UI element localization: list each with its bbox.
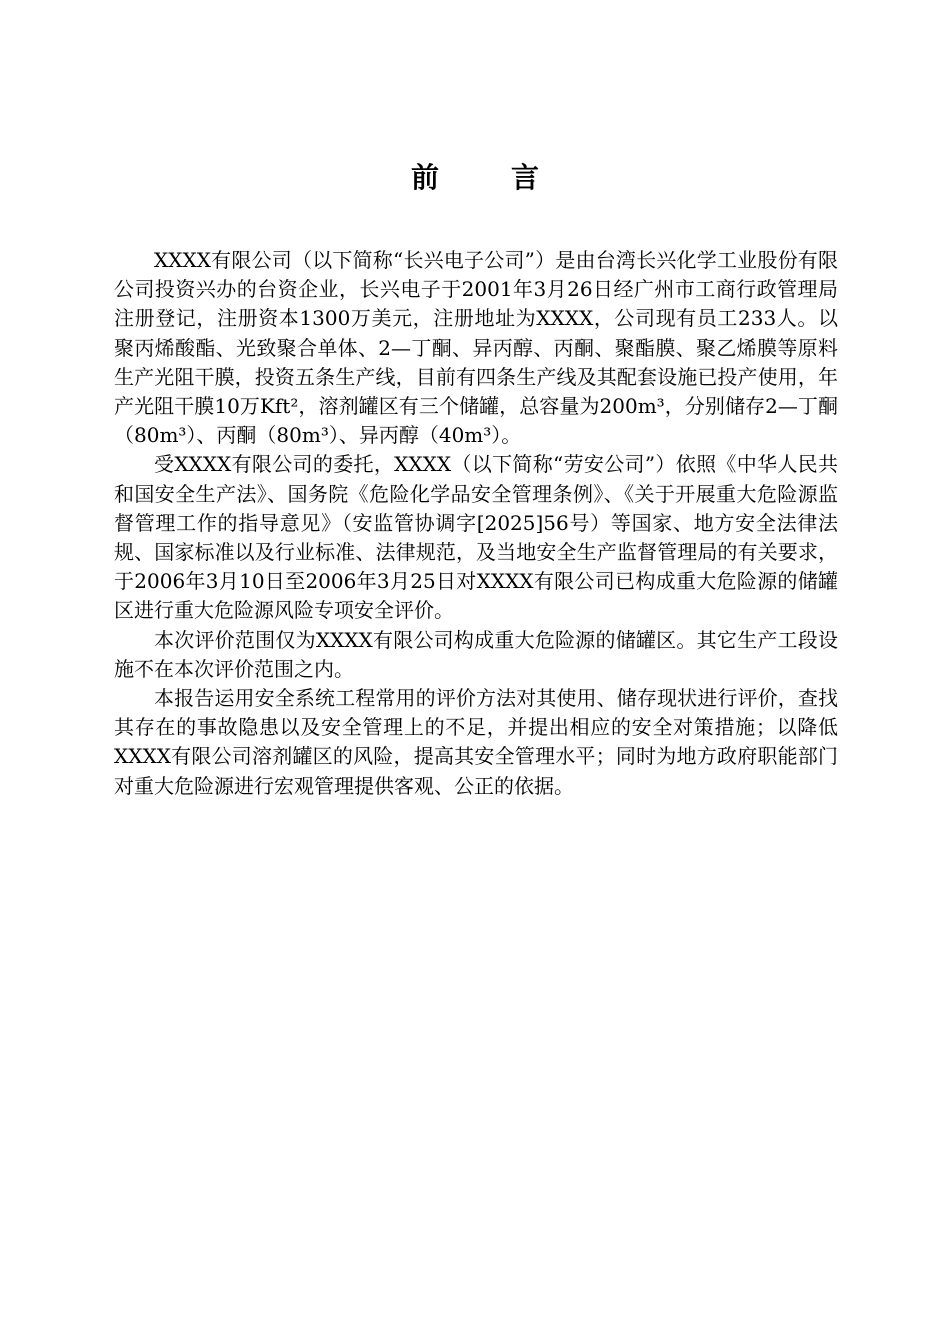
page-title: 前 言 xyxy=(410,161,561,194)
paragraph-scope: 本次评价范围仅为XXXX有限公司构成重大危险源的储罐区。其它生产工段设施不在本次评价范围之内。 xyxy=(114,627,838,681)
paragraph-methods: 本报告运用安全系统工程常用的评价方法对其使用、储存现状进行评价，查找其存在的事故隐患以及安全管理上的不足，并提出相应的安全对策措施；以降低XXXX有限公司溶剂罐区的风险，提高其安全管理水平；同时为地方政府职能部门对重大危险源进行宏观管理提供客观、公正的依据。 xyxy=(114,686,838,798)
paragraph-company-intro: XXXX有限公司（以下简称“长兴电子公司”）是由台湾长兴化学工业股份有限公司投资兴办的台资企业，长兴电子于2001年3月26日经广州市工商行政管理局注册登记，注册资本1300万美元，注册地址为XXXX，公司现有员工233人。以聚丙烯酸酯、光致聚合单体、2—丁酮、异丙醇、丙酮、聚酯膜、聚乙烯膜等原料生产光阻干膜，投资五条生产线，目前有四条生产线及其配套设施已投产使用，年产光阻干膜10万Kft²，溶剂罐区有三个储罐，总容量为200m³，分别储存2—丁酮（80m³）、丙酮（80m³）、异丙醇（40m³）。 xyxy=(114,248,838,448)
paragraph-commission: 受XXXX有限公司的委托，XXXX（以下简称“劳安公司”）依照《中华人民共和国安全生产法》、国务院《危险化学品安全管理条例》、《关于开展重大危险源监督管理工作的指导意见》（安监管协调字[2025]56号）等国家、地方安全法律法规、国家标准以及行业标准、法律规范，及当地安全生产监督管理局的有关要求，于2006年3月10日至2006年3月25日对XXXX有限公司已构成重大危险源的储罐区进行重大危险源风险专项安全评价。 xyxy=(114,452,838,623)
preface-body xyxy=(114,246,838,801)
